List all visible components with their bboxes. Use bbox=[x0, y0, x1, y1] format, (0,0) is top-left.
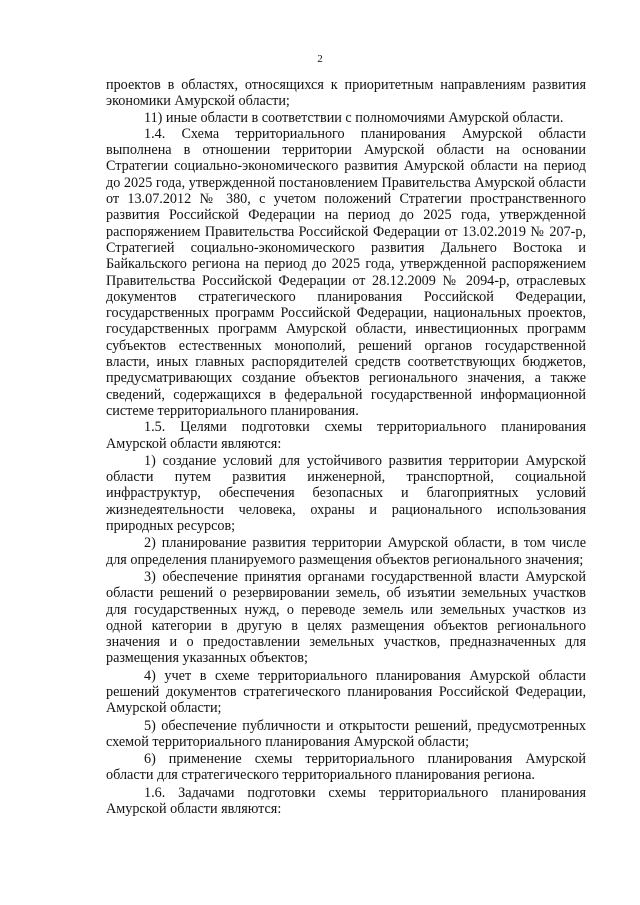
paragraph: 11) иные области в соответствии с полномочиями Амурской области. bbox=[144, 109, 564, 126]
paragraph: 1.5. Целями подготовки схемы территориального планирования Амурской области являются: bbox=[106, 419, 586, 452]
document-body bbox=[106, 77, 586, 817]
paragraph: 1.4. Схема территориального планирования Амурской области выполнена в отношении территории Амурской области на основании Стратегии социально-экономического развития Амурской области на период до 2025 года, утвержденной постановлением Правительства Амурской области от 13.07.2012 № 380, с учетом положений Стратегии пространственного развития Российской Федерации на период до 2025 года, утвержденной распоряжением Правительства Российской Федерации от 13.02.2019 № 207-р, Стратегией социально-экономического развития Дальнего Востока и Байкальского региона на период до 2025 года, утвержденной распоряжением Правительства Российской Федерации от 28.12.2009 № 2094-р, отраслевых документов стратегического планирования Российской Федерации, государственных программ Российской Федерации, национальных проектов, государственных программ Амурской области, инвестиционных программ субъектов естественных монополий, решений органов государственной власти, иных главных распорядителей средств соответствующих бюджетов, предусматривающих создание объектов регионального значения, а также сведений, содержащихся в федеральной государственной информационной системе территориального планирования. bbox=[106, 125, 586, 419]
paragraph: проектов в областях, относящихся к приоритетным направлениям развития экономики Амурской области; bbox=[106, 77, 586, 110]
list-item: 5) обеспечение публичности и открытости решений, предусмотренных схемой территориального планирования Амурской области; bbox=[106, 717, 586, 750]
list-item: 4) учет в схеме территориального планирования Амурской области решений документов стратегического планирования Российской Федерации, Амурской области; bbox=[106, 667, 586, 717]
list-item: 6) применение схемы территориального планирования Амурской области для стратегического территориального планирования региона. bbox=[106, 751, 586, 784]
list-item: 2) планирование развития территории Амурской области, в том числе для определения планируемого размещения объектов регионального значения; bbox=[106, 535, 586, 568]
list-item: 1) создание условий для устойчивого развития территории Амурской области путем развития инженерной, транспортной, социальной инфраструктур, обеспечения безопасных и благоприятных условий жизнедеятельности человека, охраны и рационального использования природных ресурсов; bbox=[106, 452, 586, 535]
paragraph: 1.6. Задачами подготовки схемы территориального планирования Амурской области являются: bbox=[106, 784, 586, 818]
page-number: 2 bbox=[317, 53, 323, 65]
list-item: 3) обеспечение принятия органами государственной власти Амурской области решений о резервировании земель, об изъятии земельных участков для государственных нужд, о переводе земель или земельных участков из одной категории в другую в целях размещения объектов регионального значения и о предоставлении земельных участков, предназначенных для размещения указанных объектов; bbox=[106, 568, 586, 667]
